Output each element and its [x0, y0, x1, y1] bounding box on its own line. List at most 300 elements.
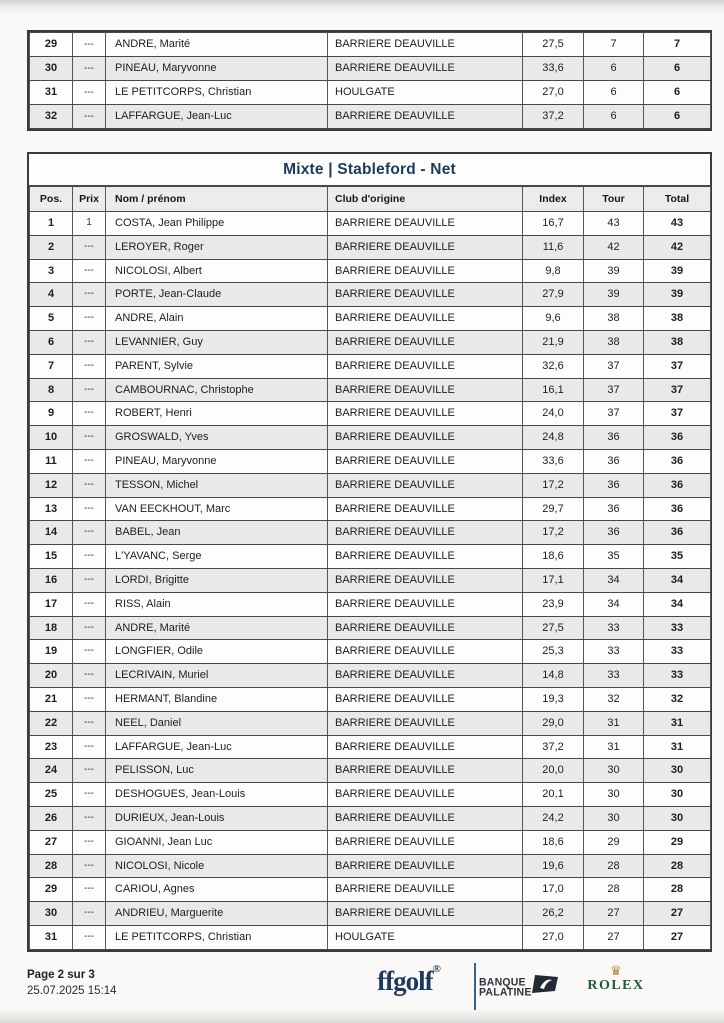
result-row: [30, 783, 711, 807]
tour-cell: 33: [584, 664, 644, 688]
index-cell: 33,6: [523, 57, 584, 81]
pos-cell: 9: [30, 402, 73, 426]
prix-cell: ---: [73, 307, 106, 331]
prix-cell: ---: [73, 521, 106, 545]
result-row: [30, 521, 711, 545]
index-cell: 24,0: [523, 402, 584, 426]
total-cell: 36: [644, 497, 711, 521]
tour-cell: 31: [584, 711, 644, 735]
index-cell: 19,3: [523, 687, 584, 711]
club-cell: BARRIERE DEAUVILLE: [328, 283, 523, 307]
pos-cell: 14: [30, 521, 73, 545]
prix-cell: ---: [73, 687, 106, 711]
name-cell: RISS, Alain: [106, 592, 328, 616]
prix-cell: ---: [73, 426, 106, 450]
result-row: [30, 473, 711, 497]
print-timestamp: 25.07.2025 15:14: [27, 985, 117, 997]
pos-cell: 7: [30, 354, 73, 378]
prix-cell: ---: [73, 664, 106, 688]
pos-cell: 31: [30, 925, 73, 949]
club-cell: BARRIERE DEAUVILLE: [328, 497, 523, 521]
name-cell: L'YAVANC, Serge: [106, 545, 328, 569]
club-cell: BARRIERE DEAUVILLE: [328, 806, 523, 830]
total-cell: 30: [644, 806, 711, 830]
index-cell: 19,6: [523, 854, 584, 878]
prix-cell: ---: [73, 235, 106, 259]
club-cell: BARRIERE DEAUVILLE: [328, 105, 523, 129]
banque-palatine-line2: PALATINE: [479, 985, 532, 999]
club-cell: BARRIERE DEAUVILLE: [328, 354, 523, 378]
name-cell: BABEL, Jean: [106, 521, 328, 545]
prix-cell: ---: [73, 283, 106, 307]
name-cell: HERMANT, Blandine: [106, 687, 328, 711]
total-cell: 33: [644, 664, 711, 688]
result-row: [30, 854, 711, 878]
prix-cell: ---: [73, 545, 106, 569]
prix-cell: ---: [73, 81, 106, 105]
club-cell: BARRIERE DEAUVILLE: [328, 212, 523, 236]
club-cell: BARRIERE DEAUVILLE: [328, 473, 523, 497]
result-row: [30, 664, 711, 688]
prix-cell: ---: [73, 711, 106, 735]
tour-cell: 36: [584, 497, 644, 521]
name-cell: CAMBOURNAC, Christophe: [106, 378, 328, 402]
name-cell: LE PETITCORPS, Christian: [106, 925, 328, 949]
tour-cell: 30: [584, 759, 644, 783]
tour-cell: 39: [584, 283, 644, 307]
name-cell: TESSON, Michel: [106, 473, 328, 497]
pos-cell: 8: [30, 378, 73, 402]
footer-divider-line: [474, 963, 476, 1010]
name-cell: PELISSON, Luc: [106, 759, 328, 783]
index-cell: 24,8: [523, 426, 584, 450]
index-cell: 27,9: [523, 283, 584, 307]
index-cell: 21,9: [523, 330, 584, 354]
result-row: [30, 235, 711, 259]
club-cell: BARRIERE DEAUVILLE: [328, 735, 523, 759]
club-cell: BARRIERE DEAUVILLE: [328, 640, 523, 664]
pos-cell: 16: [30, 568, 73, 592]
total-cell: 30: [644, 783, 711, 807]
result-row: [30, 687, 711, 711]
index-cell: 27,0: [523, 925, 584, 949]
club-cell: BARRIERE DEAUVILLE: [328, 759, 523, 783]
pos-cell: 19: [30, 640, 73, 664]
result-row: [30, 259, 711, 283]
pos-cell: 30: [30, 902, 73, 926]
result-row: [30, 830, 711, 854]
pos-cell: 23: [30, 735, 73, 759]
index-cell: 29,0: [523, 711, 584, 735]
header-prix: Prix: [73, 187, 106, 212]
club-cell: BARRIERE DEAUVILLE: [328, 616, 523, 640]
header-index: Index: [523, 187, 584, 212]
pos-cell: 17: [30, 592, 73, 616]
index-cell: 18,6: [523, 545, 584, 569]
total-cell: 38: [644, 330, 711, 354]
header-tour: Tour: [584, 187, 644, 212]
club-cell: BARRIERE DEAUVILLE: [328, 664, 523, 688]
index-cell: 26,2: [523, 902, 584, 926]
total-cell: 42: [644, 235, 711, 259]
results-table-header: [30, 187, 711, 212]
index-cell: 16,7: [523, 212, 584, 236]
results-table: [29, 186, 711, 950]
tour-cell: 31: [584, 735, 644, 759]
total-cell: 35: [644, 545, 711, 569]
pos-cell: 4: [30, 283, 73, 307]
total-cell: 36: [644, 449, 711, 473]
total-cell: 33: [644, 616, 711, 640]
pos-cell: 28: [30, 854, 73, 878]
club-cell: BARRIERE DEAUVILLE: [328, 330, 523, 354]
index-cell: 17,2: [523, 473, 584, 497]
index-cell: 33,6: [523, 449, 584, 473]
pos-cell: 10: [30, 426, 73, 450]
result-row: [30, 307, 711, 331]
name-cell: DESHOGUES, Jean-Louis: [106, 783, 328, 807]
pos-cell: 30: [30, 57, 73, 81]
club-cell: BARRIERE DEAUVILLE: [328, 545, 523, 569]
banque-palatine-flag-icon: [532, 974, 558, 994]
tour-cell: 35: [584, 545, 644, 569]
banque-palatine-line1: BANQUE: [479, 975, 526, 989]
total-cell: 29: [644, 830, 711, 854]
club-cell: BARRIERE DEAUVILLE: [328, 568, 523, 592]
total-cell: 37: [644, 378, 711, 402]
name-cell: PORTE, Jean-Claude: [106, 283, 328, 307]
page-number-label: Page 2 sur 3: [27, 969, 95, 981]
pos-cell: 13: [30, 497, 73, 521]
tour-cell: 39: [584, 259, 644, 283]
total-cell: 37: [644, 354, 711, 378]
pos-cell: 15: [30, 545, 73, 569]
result-row: [30, 426, 711, 450]
prix-cell: ---: [73, 640, 106, 664]
result-row: [30, 212, 711, 236]
index-cell: 9,8: [523, 259, 584, 283]
result-row: [30, 283, 711, 307]
results-table-net: [27, 152, 712, 952]
total-cell: 34: [644, 592, 711, 616]
pos-cell: 21: [30, 687, 73, 711]
pos-cell: 1: [30, 212, 73, 236]
tour-cell: 27: [584, 925, 644, 949]
scan-edge-top: [0, 0, 724, 16]
prix-cell: ---: [73, 449, 106, 473]
name-cell: LEROYER, Roger: [106, 235, 328, 259]
prix-cell: ---: [73, 759, 106, 783]
tour-cell: 30: [584, 783, 644, 807]
header-row: [30, 187, 711, 212]
pos-cell: 3: [30, 259, 73, 283]
prix-cell: ---: [73, 616, 106, 640]
result-row: [30, 735, 711, 759]
pos-cell: 31: [30, 81, 73, 105]
tour-cell: 27: [584, 902, 644, 926]
tour-cell: 33: [584, 640, 644, 664]
result-row: [30, 878, 711, 902]
tour-cell: 7: [584, 33, 644, 57]
pos-cell: 5: [30, 307, 73, 331]
prix-cell: ---: [73, 783, 106, 807]
result-row: [30, 925, 711, 949]
result-row: [30, 402, 711, 426]
table-title: Mixte | Stableford - Net: [29, 154, 710, 186]
prix-cell: ---: [73, 402, 106, 426]
index-cell: 32,6: [523, 354, 584, 378]
result-row: [30, 378, 711, 402]
total-cell: 27: [644, 925, 711, 949]
club-cell: BARRIERE DEAUVILLE: [328, 33, 523, 57]
result-row: [30, 497, 711, 521]
result-row: [30, 330, 711, 354]
tour-cell: 38: [584, 307, 644, 331]
ffgolf-logo-text: ffgolf: [377, 966, 433, 996]
tour-cell: 38: [584, 330, 644, 354]
total-cell: 30: [644, 759, 711, 783]
index-cell: 17,0: [523, 878, 584, 902]
tour-cell: 37: [584, 354, 644, 378]
prix-cell: ---: [73, 259, 106, 283]
total-cell: 43: [644, 212, 711, 236]
result-row: [30, 105, 711, 129]
result-row: [30, 449, 711, 473]
rolex-crown-icon: ♛: [610, 963, 622, 978]
index-cell: 37,2: [523, 735, 584, 759]
tour-cell: 43: [584, 212, 644, 236]
index-cell: 24,2: [523, 806, 584, 830]
club-cell: BARRIERE DEAUVILLE: [328, 687, 523, 711]
prix-cell: ---: [73, 592, 106, 616]
result-row: [30, 806, 711, 830]
tour-cell: 34: [584, 568, 644, 592]
total-cell: 6: [644, 105, 711, 129]
index-cell: 16,1: [523, 378, 584, 402]
pos-cell: 27: [30, 830, 73, 854]
name-cell: CARIOU, Agnes: [106, 878, 328, 902]
club-cell: BARRIERE DEAUVILLE: [328, 259, 523, 283]
index-cell: 18,6: [523, 830, 584, 854]
prix-cell: ---: [73, 878, 106, 902]
prix-cell: ---: [73, 925, 106, 949]
rolex-logo: [584, 965, 648, 994]
total-cell: 28: [644, 878, 711, 902]
index-cell: 29,7: [523, 497, 584, 521]
index-cell: 23,9: [523, 592, 584, 616]
total-cell: 34: [644, 568, 711, 592]
name-cell: DURIEUX, Jean-Louis: [106, 806, 328, 830]
result-row: [30, 902, 711, 926]
pos-cell: 32: [30, 105, 73, 129]
name-cell: LONGFIER, Odile: [106, 640, 328, 664]
total-cell: 38: [644, 307, 711, 331]
name-cell: LE PETITCORPS, Christian: [106, 81, 328, 105]
name-cell: NICOLOSI, Albert: [106, 259, 328, 283]
name-cell: PINEAU, Maryvonne: [106, 449, 328, 473]
club-cell: BARRIERE DEAUVILLE: [328, 449, 523, 473]
pos-cell: 29: [30, 878, 73, 902]
club-cell: BARRIERE DEAUVILLE: [328, 878, 523, 902]
prix-cell: ---: [73, 735, 106, 759]
prix-cell: ---: [73, 378, 106, 402]
pos-cell: 24: [30, 759, 73, 783]
result-row: [30, 759, 711, 783]
index-cell: 11,6: [523, 235, 584, 259]
prix-cell: ---: [73, 33, 106, 57]
result-row: [30, 57, 711, 81]
result-row: [30, 81, 711, 105]
total-cell: 7: [644, 33, 711, 57]
pos-cell: 6: [30, 330, 73, 354]
club-cell: BARRIERE DEAUVILLE: [328, 711, 523, 735]
total-cell: 31: [644, 735, 711, 759]
tour-cell: 37: [584, 378, 644, 402]
tour-cell: 36: [584, 426, 644, 450]
result-row: [30, 545, 711, 569]
club-cell: BARRIERE DEAUVILLE: [328, 521, 523, 545]
pos-cell: 29: [30, 33, 73, 57]
pos-cell: 25: [30, 783, 73, 807]
total-cell: 36: [644, 426, 711, 450]
name-cell: VAN EECKHOUT, Marc: [106, 497, 328, 521]
prix-cell: ---: [73, 902, 106, 926]
index-cell: 17,2: [523, 521, 584, 545]
tour-cell: 37: [584, 402, 644, 426]
header-pos: Pos.: [30, 187, 73, 212]
ffgolf-logo: [350, 963, 468, 997]
result-row: [30, 33, 711, 57]
tour-cell: 6: [584, 57, 644, 81]
pos-cell: 20: [30, 664, 73, 688]
prix-cell: ---: [73, 354, 106, 378]
tour-cell: 42: [584, 235, 644, 259]
results-table-body: [30, 212, 711, 950]
club-cell: BARRIERE DEAUVILLE: [328, 57, 523, 81]
tour-cell: 29: [584, 830, 644, 854]
result-row: [30, 592, 711, 616]
total-cell: 6: [644, 81, 711, 105]
results-table-gross-tail: [27, 30, 712, 131]
club-cell: BARRIERE DEAUVILLE: [328, 402, 523, 426]
index-cell: 27,5: [523, 616, 584, 640]
prix-cell: ---: [73, 105, 106, 129]
banque-palatine-logo: [479, 975, 532, 999]
tour-cell: 6: [584, 105, 644, 129]
tour-cell: 34: [584, 592, 644, 616]
tour-cell: 28: [584, 854, 644, 878]
total-cell: 27: [644, 902, 711, 926]
tour-cell: 30: [584, 806, 644, 830]
header-name: Nom / prénom: [106, 187, 328, 212]
prix-cell: ---: [73, 330, 106, 354]
index-cell: 20,1: [523, 783, 584, 807]
name-cell: LEVANNIER, Guy: [106, 330, 328, 354]
club-cell: BARRIERE DEAUVILLE: [328, 830, 523, 854]
name-cell: GIOANNI, Jean Luc: [106, 830, 328, 854]
index-cell: 14,8: [523, 664, 584, 688]
index-cell: 27,0: [523, 81, 584, 105]
prix-cell: 1: [73, 212, 106, 236]
tour-cell: 36: [584, 473, 644, 497]
club-cell: HOULGATE: [328, 81, 523, 105]
name-cell: PARENT, Sylvie: [106, 354, 328, 378]
name-cell: GROSWALD, Yves: [106, 426, 328, 450]
registered-mark-icon: ®: [432, 963, 441, 975]
name-cell: ANDRIEU, Marguerite: [106, 902, 328, 926]
club-cell: BARRIERE DEAUVILLE: [328, 378, 523, 402]
name-cell: LAFFARGUE, Jean-Luc: [106, 105, 328, 129]
results-table-body: [30, 33, 711, 129]
total-cell: 31: [644, 711, 711, 735]
tour-cell: 32: [584, 687, 644, 711]
tour-cell: 36: [584, 449, 644, 473]
club-cell: BARRIERE DEAUVILLE: [328, 307, 523, 331]
prix-cell: ---: [73, 806, 106, 830]
pos-cell: 22: [30, 711, 73, 735]
tour-cell: 28: [584, 878, 644, 902]
header-club: Club d'origine: [328, 187, 523, 212]
result-row: [30, 640, 711, 664]
total-cell: 39: [644, 283, 711, 307]
header-total: Total: [644, 187, 711, 212]
tour-cell: 6: [584, 81, 644, 105]
total-cell: 32: [644, 687, 711, 711]
name-cell: LECRIVAIN, Muriel: [106, 664, 328, 688]
name-cell: NEEL, Daniel: [106, 711, 328, 735]
prix-cell: ---: [73, 497, 106, 521]
results-table: [29, 32, 711, 129]
pos-cell: 12: [30, 473, 73, 497]
total-cell: 39: [644, 259, 711, 283]
tour-cell: 33: [584, 616, 644, 640]
name-cell: LAFFARGUE, Jean-Luc: [106, 735, 328, 759]
pos-cell: 11: [30, 449, 73, 473]
total-cell: 33: [644, 640, 711, 664]
club-cell: BARRIERE DEAUVILLE: [328, 426, 523, 450]
name-cell: ANDRE, Marité: [106, 616, 328, 640]
result-row: [30, 354, 711, 378]
name-cell: LORDI, Brigitte: [106, 568, 328, 592]
name-cell: ANDRE, Alain: [106, 307, 328, 331]
total-cell: 28: [644, 854, 711, 878]
rolex-logo-text: ROLEX: [587, 978, 645, 993]
name-cell: PINEAU, Maryvonne: [106, 57, 328, 81]
club-cell: HOULGATE: [328, 925, 523, 949]
name-cell: NICOLOSI, Nicole: [106, 854, 328, 878]
club-cell: BARRIERE DEAUVILLE: [328, 783, 523, 807]
prix-cell: ---: [73, 854, 106, 878]
index-cell: 9,6: [523, 307, 584, 331]
index-cell: 17,1: [523, 568, 584, 592]
name-cell: COSTA, Jean Philippe: [106, 212, 328, 236]
pos-cell: 18: [30, 616, 73, 640]
pos-cell: 2: [30, 235, 73, 259]
scan-edge-bottom: [0, 1009, 724, 1023]
pos-cell: 26: [30, 806, 73, 830]
result-row: [30, 616, 711, 640]
result-row: [30, 568, 711, 592]
prix-cell: ---: [73, 473, 106, 497]
prix-cell: ---: [73, 57, 106, 81]
club-cell: BARRIERE DEAUVILLE: [328, 902, 523, 926]
name-cell: ANDRE, Marité: [106, 33, 328, 57]
total-cell: 6: [644, 57, 711, 81]
total-cell: 36: [644, 521, 711, 545]
index-cell: 20,0: [523, 759, 584, 783]
prix-cell: ---: [73, 830, 106, 854]
result-row: [30, 711, 711, 735]
